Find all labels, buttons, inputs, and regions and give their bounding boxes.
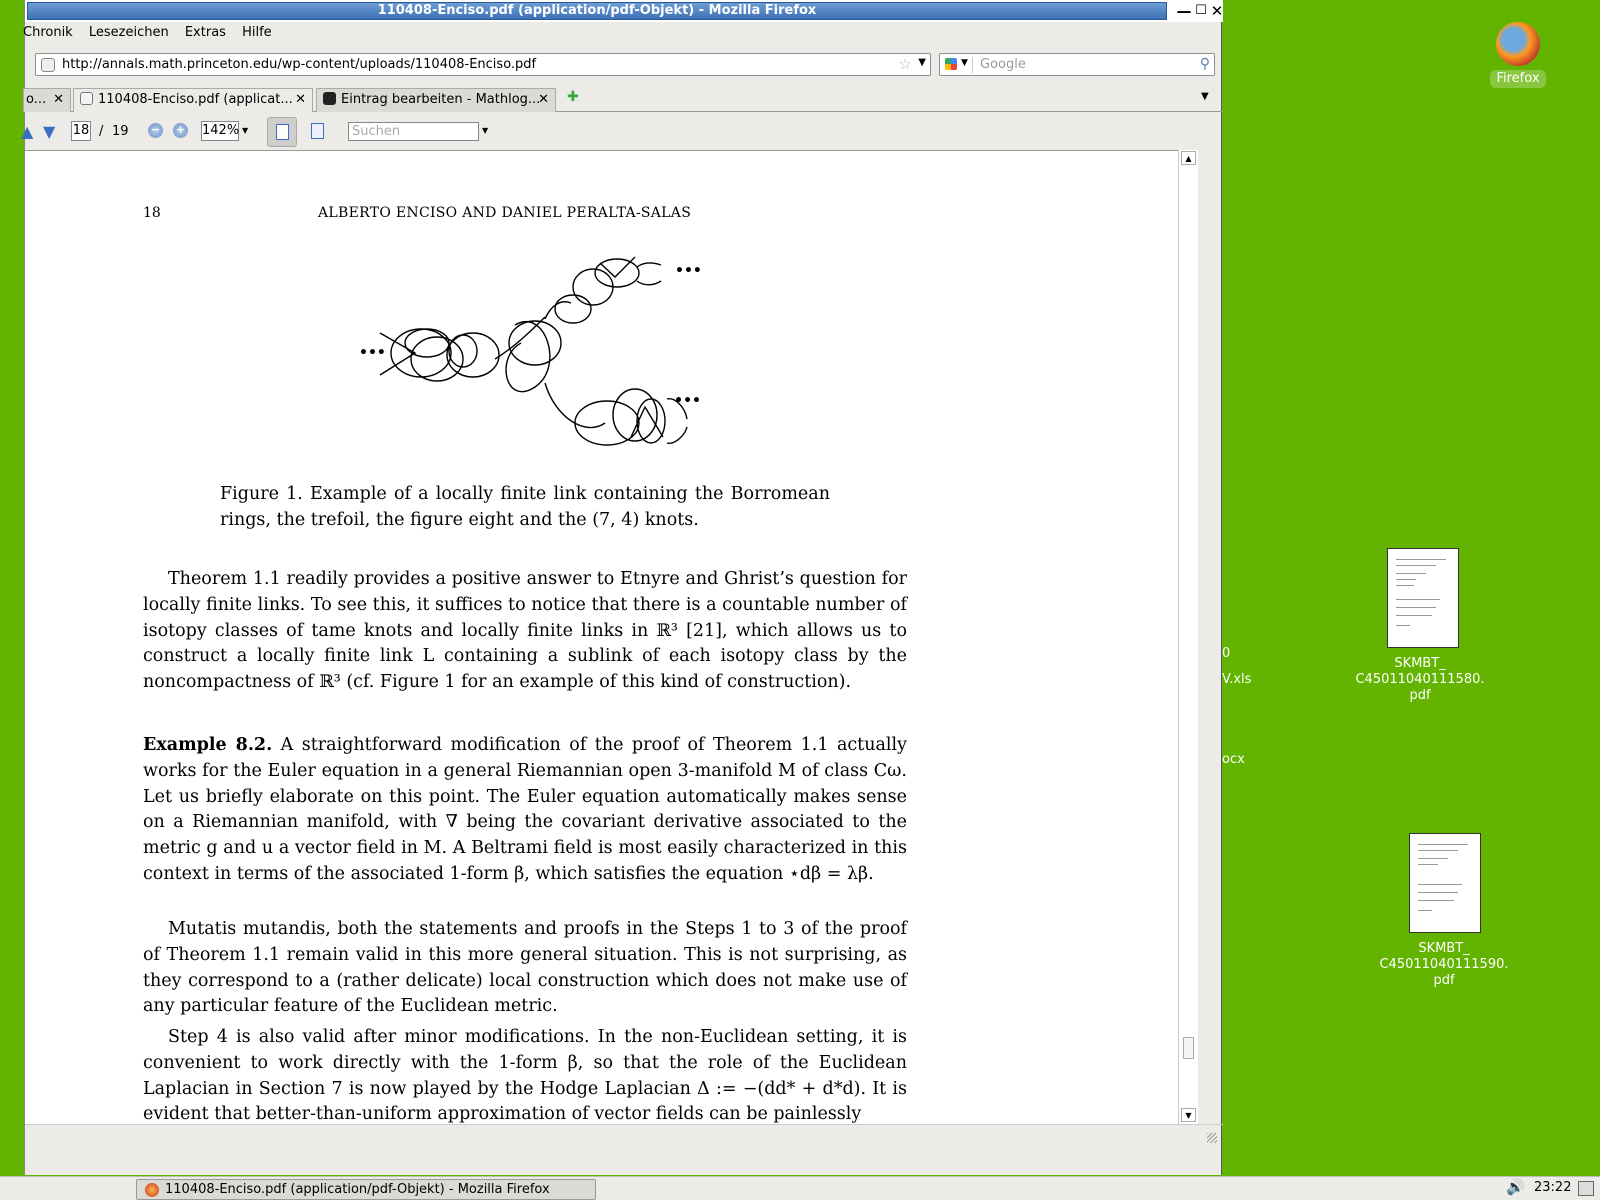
page-total: 19 (112, 124, 129, 139)
tab-label: 110408-Enciso.pdf (applicat... (98, 92, 293, 107)
window-title: 110408-Enciso.pdf (application/pdf-Objekt) - Mozilla Firefox (27, 2, 1167, 20)
find-dropdown-icon[interactable]: ▼ (482, 126, 489, 135)
next-page-icon[interactable]: ▼ (43, 122, 56, 141)
page-number-input[interactable]: 18 (71, 121, 91, 141)
new-tab-icon[interactable]: ✚ (567, 89, 579, 105)
clock[interactable]: 23:22 (1534, 1180, 1572, 1195)
search-bar[interactable] (939, 53, 1215, 76)
close-button[interactable]: ✕ (1210, 2, 1224, 20)
url-bar[interactable] (35, 53, 931, 76)
resize-grip-icon[interactable] (1207, 1133, 1217, 1143)
tray-app-icon[interactable] (1578, 1181, 1594, 1196)
tab-2[interactable] (73, 88, 313, 112)
close-tab-icon[interactable]: ✕ (538, 92, 549, 107)
find-input[interactable]: Suchen (348, 122, 479, 141)
search-placeholder[interactable]: Google (980, 57, 1026, 72)
menu-bar (25, 22, 1223, 44)
trefoil-knot (506, 302, 571, 392)
menu-chronik[interactable]: Chronik (23, 25, 73, 40)
zoom-in-icon[interactable]: + (173, 123, 188, 138)
volume-icon[interactable]: 🔊 (1506, 1178, 1525, 1196)
label-line: pdf (1433, 973, 1455, 988)
fit-page-icon[interactable] (311, 123, 324, 139)
example-heading: Example 8.2. (143, 735, 273, 755)
url-text[interactable]: http://annals.math.princeton.edu/wp-content/uploads/110408-Enciso.pdf (62, 57, 537, 72)
lower-knot-chain (545, 383, 687, 445)
close-tab-icon[interactable]: ✕ (53, 92, 64, 107)
google-icon (945, 58, 957, 70)
url-dropdown-icon[interactable]: ▼ (918, 57, 926, 68)
vertical-scrollbar[interactable] (1178, 150, 1198, 1124)
continuation-dots-right: ••• (674, 393, 701, 409)
desktop-partial-label[interactable]: ocx (1222, 752, 1245, 767)
pdf-file-icon (1387, 548, 1459, 648)
menu-hilfe[interactable]: Hilfe (242, 25, 272, 40)
desktop-icon-label (1350, 656, 1490, 704)
figure-eight-knot (447, 317, 545, 377)
zoom-out-icon[interactable]: − (148, 123, 163, 138)
search-engine-selector[interactable] (943, 57, 973, 73)
tab-3[interactable] (316, 88, 556, 112)
paragraph-3: Mutatis mutandis, both the statements and proofs in the Steps 1 to 3 of the proof of Theorem 1.1 remain valid in this more general situation. This is not surprising, as they correspond to a (rather delicate) local construction which does not make use of any particular feature of the Euclidean metric. (143, 919, 907, 1017)
tab-label: Eintrag bearbeiten - Mathlog... (341, 92, 541, 107)
tab-label: o... (26, 92, 47, 107)
desktop-icon-firefox[interactable] (1490, 22, 1546, 88)
menu-lesezeichen[interactable]: Lesezeichen (88, 25, 169, 40)
firefox-icon (1496, 22, 1540, 66)
desktop-icon-label (1374, 941, 1514, 989)
minimize-button[interactable]: — (1176, 2, 1192, 20)
page-separator: / (99, 124, 104, 139)
taskbar-window-button[interactable] (136, 1179, 596, 1200)
taskbar (0, 1176, 1600, 1200)
close-tab-icon[interactable]: ✕ (295, 92, 306, 107)
tab-list-icon[interactable]: ▼ (1201, 91, 1209, 102)
zoom-dropdown-icon[interactable]: ▼ (242, 126, 249, 135)
upper-knot-chain (555, 257, 661, 323)
continuation-dots-top: ••• (675, 263, 702, 279)
fit-width-button[interactable] (267, 117, 297, 147)
running-head: ALBERTO ENCISO AND DANIEL PERALTA-SALAS (318, 205, 692, 221)
tab-bar (25, 86, 1223, 112)
figure-caption: Figure 1. Example of a locally finite link containing the Borromean rings, the trefoil, the figure eight and the (7, 4) knots. (220, 484, 830, 530)
desktop-partial-label[interactable]: V.xls (1222, 672, 1252, 687)
mathlog-icon (323, 92, 336, 105)
desktop-icon-label: Firefox (1490, 70, 1546, 88)
bookmark-star-icon[interactable]: ☆ (898, 55, 912, 73)
label-line: SKMBT_ (1394, 656, 1446, 671)
menu-extras[interactable]: Extras (184, 25, 226, 40)
page-number: 18 (143, 205, 161, 221)
paragraph-1: Theorem 1.1 readily provides a positive answer to Etnyre and Ghrist’s question for locally finite links. To see this, it suffices to notice that there is a countable number of isotopy classes of tame knots and locally finite links in ℝ³ [21], which allows us to construct a locally finite link L containing a sublink of each isotopy class by the noncompactness of ℝ³ (cf. Figure 1 for an example of this kind of construction). (143, 569, 907, 693)
paragraph-2 (143, 733, 907, 888)
pdf-toolbar (21, 114, 1223, 150)
example-text: A straightforward modification of the proof of Theorem 1.1 actually works for the Euler equation in a general Riemannian open 3-manifold M of class Cω. Let us briefly elaborate on this point. The Euler equation automatically makes sense on a Riemannian manifold, with ∇ being the covariant derivative associated to the metric g and u a vector field in M. A Beltrami field is most easily characterized in this context in terms of the associated 1-form β, which satisfies the equation ⋆dβ = λβ. (143, 735, 907, 884)
paragraph-4: Step 4 is also valid after minor modifications. In the non-Euclidean setting, it is convenient to work directly with the 1-form β, so that the role of the Euclidean Laplacian in Section 7 is now played by the Hodge Laplacian Δ := −(dd* + d*d). It is evident that better-than-uniform approximation of vector fields can be painlessly (143, 1027, 907, 1125)
search-icon[interactable]: ⚲ (1199, 56, 1210, 72)
label-line: pdf (1409, 688, 1431, 703)
knot-figure (345, 247, 705, 457)
scroll-thumb[interactable] (1183, 1037, 1194, 1059)
chevron-down-icon: ▼ (961, 58, 968, 68)
borromean-rings (380, 329, 463, 381)
zoom-select[interactable]: 142% (201, 121, 239, 141)
label-line: C45011040111580. (1355, 672, 1485, 687)
page-icon (80, 92, 93, 105)
maximize-button[interactable]: ☐ (1195, 3, 1207, 18)
continuation-dots-left: ••• (359, 345, 386, 361)
firefox-icon (145, 1183, 159, 1197)
pdf-file-icon (1409, 833, 1481, 933)
fit-width-icon (276, 124, 289, 140)
desktop-partial-label[interactable]: 0 (1222, 646, 1231, 661)
navigation-bar (25, 48, 1223, 82)
title-bar[interactable] (25, 0, 1223, 22)
scroll-down-icon[interactable]: ▼ (1181, 1108, 1196, 1122)
firefox-window (21, 0, 1224, 1175)
status-bar (25, 1124, 1223, 1148)
scroll-up-icon[interactable]: ▲ (1181, 151, 1196, 165)
tab-1[interactable] (23, 88, 71, 112)
previous-page-icon[interactable]: ▲ (21, 122, 34, 141)
label-line: SKMBT_ (1418, 941, 1470, 956)
pdf-viewer[interactable] (25, 150, 1178, 1124)
site-identity-icon[interactable] (41, 58, 55, 72)
label-line: C45011040111590. (1379, 957, 1509, 972)
taskbar-window-label: 110408-Enciso.pdf (application/pdf-Objekt) - Mozilla Firefox (165, 1182, 550, 1197)
